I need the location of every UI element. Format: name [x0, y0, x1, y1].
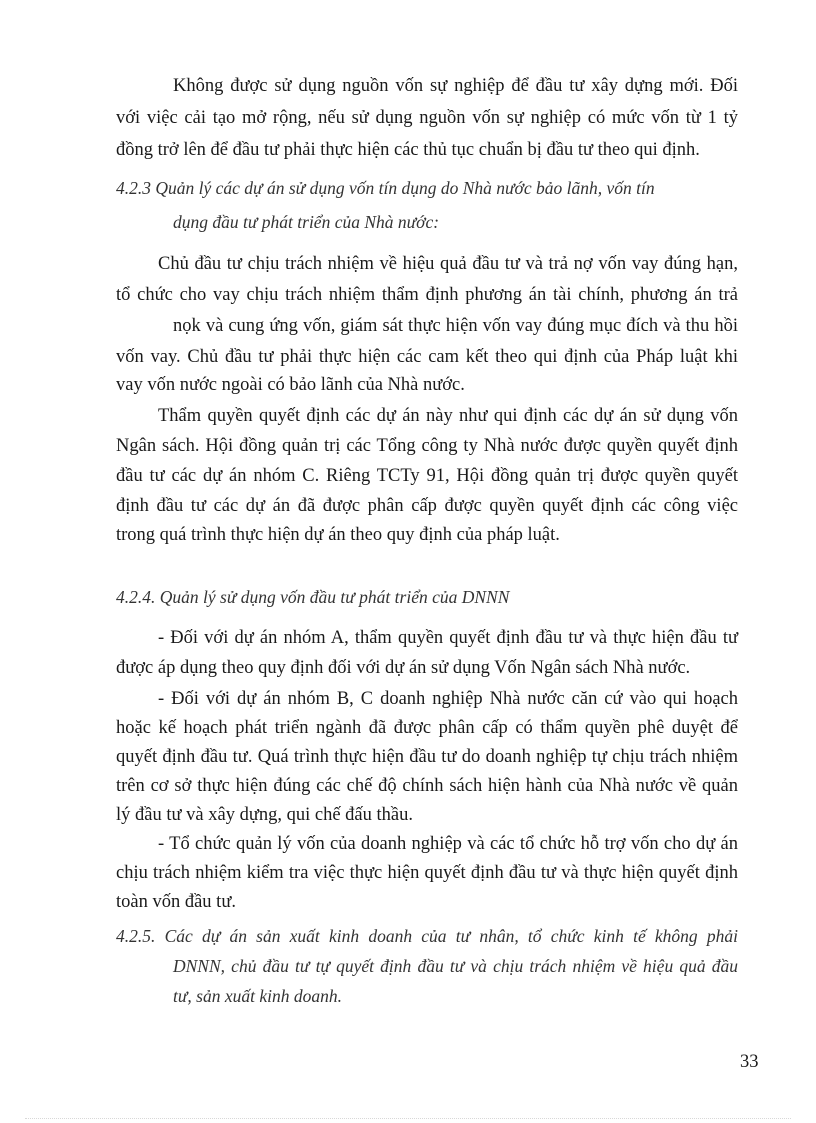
paragraph-3-line-3: đầu tư các dự án nhóm C. Riêng TCTy 91, Hội đồng quản trị được quyền quyết	[116, 466, 738, 486]
heading-4-2-3-line-1: 4.2.3 Quản lý các dự án sử dụng vốn tín dụng do Nhà nước bảo lãnh, vốn tín	[116, 178, 655, 198]
bullet-2-line-3: quyết định đầu tư. Quá trình thực hiện đầu tư do doanh nghiệp tự chịu trách nhiệm	[116, 747, 738, 767]
heading-4-2-5-line-2: DNNN, chủ đầu tư tự quyết định đầu tư và chịu trách nhiệm về hiệu quả đầu	[173, 956, 738, 976]
bullet-3-line-1: - Tổ chức quản lý vốn của doanh nghiệp và các tổ chức hỗ trợ vốn cho dự án	[158, 834, 738, 854]
bullet-1-line-1: - Đối với dự án nhóm A, thẩm quyền quyết định đầu tư và thực hiện đầu tư	[158, 628, 738, 648]
heading-4-2-5-line-1: 4.2.5. Các dự án sản xuất kinh doanh của tư nhân, tổ chức kinh tế không phải	[116, 926, 738, 946]
bullet-1-line-2: được áp dụng theo quy định đối với dự án sử dụng Vốn Ngân sách Nhà nước.	[116, 658, 691, 678]
heading-4-2-4: 4.2.4. Quản lý sử dụng vốn đầu tư phát triển của DNNN	[116, 587, 510, 607]
paragraph-1-line-2: với việc cải tạo mở rộng, nếu sử dụng nguồn vốn sự nghiệp có mức vốn từ 1 tỷ	[116, 108, 738, 128]
paragraph-2-line-2: tổ chức cho vay chịu trách nhiệm thẩm định phương án tài chính, phương án trả	[116, 285, 738, 305]
bullet-2-line-4: trên cơ sở thực hiện đúng các chế độ chính sách hiện hành của Nhà nước về quản	[116, 776, 738, 796]
bullet-3-line-3: toàn vốn đầu tư.	[116, 892, 236, 912]
page-bottom-divider	[25, 1118, 791, 1119]
paragraph-2-line-3: nọk và cung ứng vốn, giám sát thực hiện vốn vay đúng mục đích và thu hồi	[173, 316, 738, 336]
paragraph-2-line-4: vốn vay. Chủ đầu tư phải thực hiện các cam kết theo qui định của Pháp luật khi	[116, 347, 738, 367]
paragraph-2-line-5: vay vốn nước ngoài có bảo lãnh của Nhà nước.	[116, 375, 465, 395]
paragraph-3-line-4: định đầu tư các dự án đã được phân cấp được quyền quyết định các công việc	[116, 496, 738, 516]
page-number: 33	[740, 1052, 759, 1072]
paragraph-3-line-2: Ngân sách. Hội đồng quản trị các Tổng công ty Nhà nước được quyền quyết định	[116, 436, 738, 456]
bullet-2-line-2: hoặc kế hoạch phát triển ngành đã được phân cấp có thẩm quyền phê duyệt để	[116, 718, 738, 738]
heading-4-2-5-line-3: tư, sản xuất kinh doanh.	[173, 986, 342, 1006]
bullet-2-line-5: lý đầu tư và xây dựng, qui chế đấu thầu.	[116, 805, 413, 825]
paragraph-2-line-1: Chủ đầu tư chịu trách nhiệm về hiệu quả đầu tư và trả nợ vốn vay đúng hạn,	[158, 254, 738, 274]
bullet-2-line-1: - Đối với dự án nhóm B, C doanh nghiệp Nhà nước căn cứ vào qui hoạch	[158, 689, 738, 709]
paragraph-1-line-1: Không được sử dụng nguồn vốn sự nghiệp để đầu tư xây dựng mới. Đối	[173, 76, 738, 96]
paragraph-3-line-5: trong quá trình thực hiện dự án theo quy định của pháp luật.	[116, 525, 560, 545]
paragraph-3-line-1: Thẩm quyền quyết định các dự án này như qui định các dự án sử dụng vốn	[158, 406, 738, 426]
paragraph-1-line-3: đồng trở lên để đầu tư phải thực hiện các thủ tục chuẩn bị đầu tư theo qui định.	[116, 140, 700, 160]
heading-4-2-3-line-2: dụng đầu tư phát triển của Nhà nước:	[173, 212, 440, 232]
bullet-3-line-2: chịu trách nhiệm kiểm tra việc thực hiện quyết định đầu tư và thực hiện quyết định	[116, 863, 738, 883]
